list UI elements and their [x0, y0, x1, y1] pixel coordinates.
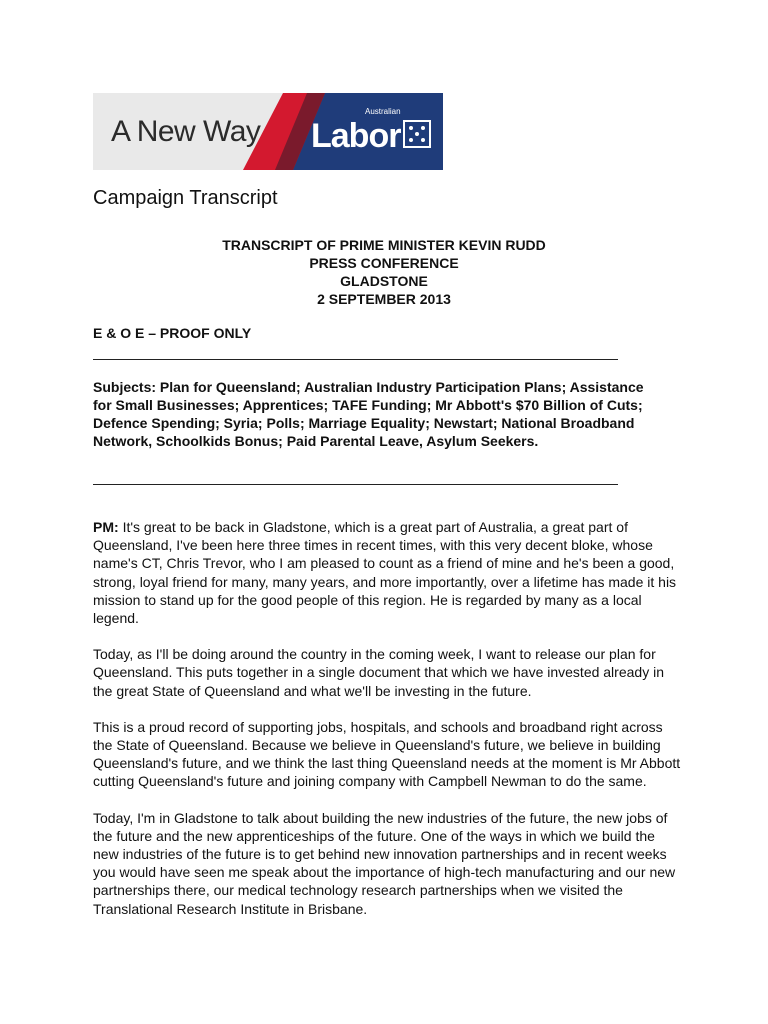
- heading-line: GLADSTONE: [340, 273, 428, 289]
- transcript-heading: [93, 236, 675, 308]
- paragraph: Today, as I'll be doing around the country in the coming week, I want to release our plan for Queensland. This puts together in a single document that which we have invested already in the great State of Queensland and what we'll be investing in the future.: [93, 646, 664, 699]
- banner-tagline: A New Way: [111, 115, 261, 148]
- section-title: Campaign Transcript: [93, 187, 278, 209]
- paragraph: This is a proud record of supporting jobs, hospitals, and schools and broadband right across the State of Queensland. Because we believe in Queensland's future, we believe in building Queensland's future, and we think the last thing Queensland needs at the moment is Mr Abbott cutting Queensland's future and joining company with Campbell Newman to do the same.: [93, 718, 681, 790]
- eoe-notice: E & O E – PROOF ONLY: [93, 325, 252, 341]
- heading-line: PRESS CONFERENCE: [309, 255, 459, 271]
- paragraph: [93, 518, 683, 627]
- heading-line: 2 SEPTEMBER 2013: [317, 291, 451, 307]
- banner-brand-small: Australian: [365, 107, 401, 116]
- heading-line: TRANSCRIPT OF PRIME MINISTER KEVIN RUDD: [222, 237, 546, 253]
- transcript-body: [93, 518, 683, 936]
- dice-icon: [403, 120, 431, 148]
- campaign-banner: [93, 93, 443, 170]
- subjects-list: Subjects: Plan for Queensland; Australian Industry Participation Plans; Assistance for Small Businesses; Apprentices; TAFE Funding; Mr Abbott's $70 Billion of Cuts; Defence Spending; Syria; Polls; Marriage Equality; Newstart; National Broadband Network, Schoolkids Bonus; Paid Parental Leave, Asylum Seekers.: [93, 379, 644, 449]
- divider: [93, 359, 618, 360]
- paragraph: Today, I'm in Gladstone to talk about building the new industries of the future, the new jobs of the future and the new apprenticeships of the future. One of the ways in which we build the new industries of the future is to get behind new innovation partnerships and in recent weeks you would have seen me speak about the importance of high-tech manufacturing and our new partnerships there, our medical technology research partnerships when we visited the Translational Research Institute in Brisbane.: [93, 809, 676, 917]
- speaker-label: PM:: [93, 519, 119, 535]
- paragraph-text: It's great to be back in Gladstone, which is a great part of Australia, a great part of Queensland, I've been here three times in recent times, with this very decent bloke, whose name's CT, Chris Trevor, who I am pleased to count as a friend of mine and he's been a good, strong, loyal friend for many, many years, and more importantly, over a lifetime has made it his mission to stand up for the good people of this region. He is regarded by many as a local legend.: [93, 519, 677, 627]
- divider: [93, 484, 618, 485]
- labor-logo-text: Labor: [311, 117, 401, 155]
